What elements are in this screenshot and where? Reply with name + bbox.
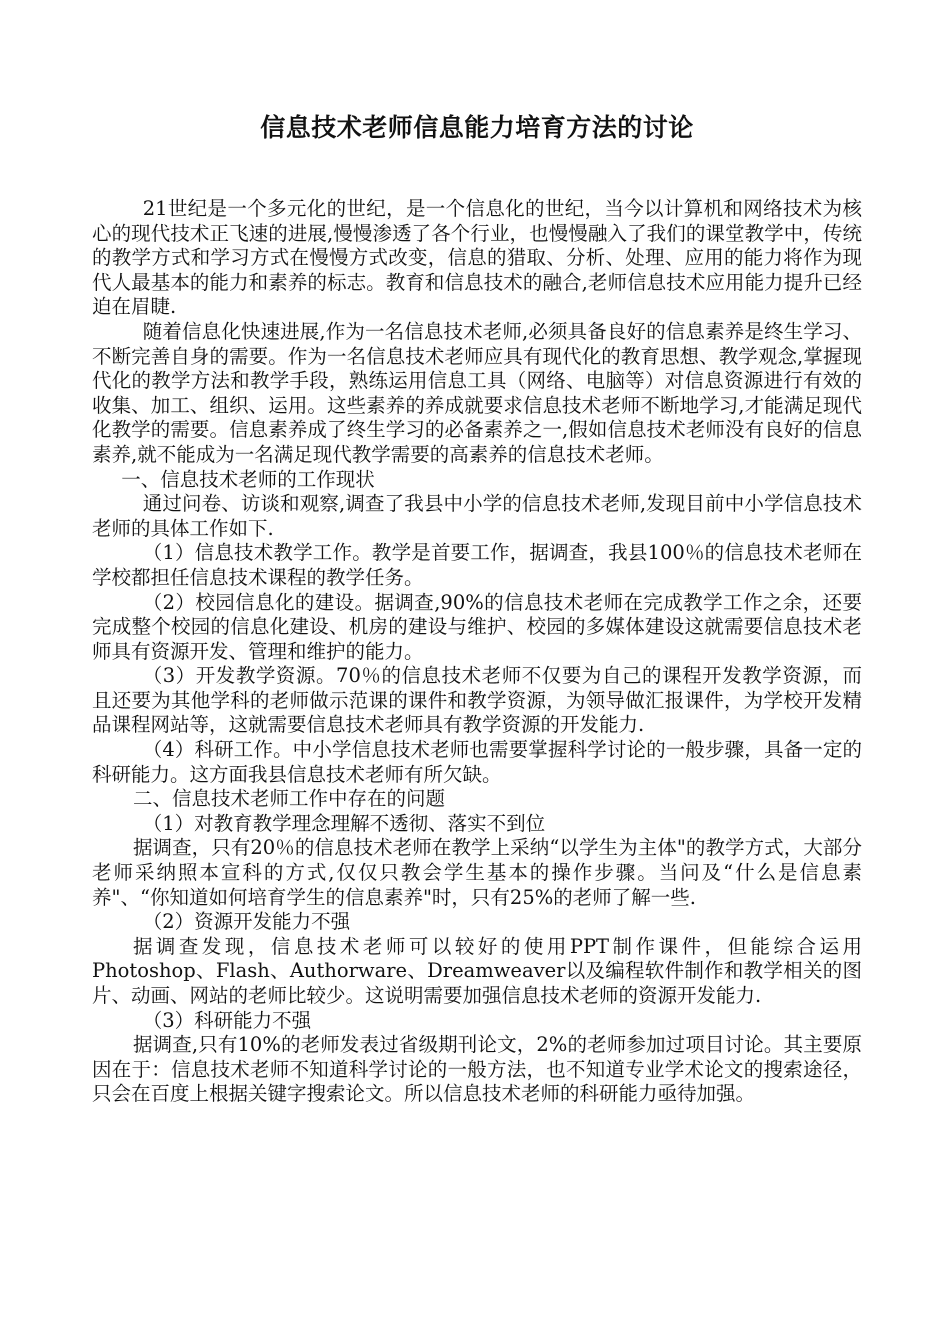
document-title: 信息技术老师信息能力培育方法的讨论 [260,113,694,142]
paragraph-problem-1: 据调查，只有20％的信息技术老师在教学上采纳“以学生为主体"的教学方式，大部分老师采纳照本宣科的方式,仅仅只教会学生基本的操作步骤。当问及“什么是信息素养"、“你知道如何培育学生的信息素养"时，只有25%的老师了解一些. [92,836,862,909]
paragraph-survey: 通过问卷、访谈和观察,调查了我县中小学的信息技术老师,发现目前中小学信息技术老师的具体工作如下. [92,492,862,540]
paragraph-item-2: （2）校园信息化的建设。据调查,90%的信息技术老师在完成教学工作之余，还要完成整个校园的信息化建设、机房的建设与维护、校园的多媒体建设这就需要信息技术老师具有资源开发、管理和维护的能力。 [92,590,862,663]
document-body [92,197,862,1107]
paragraph-problem-2: 据调查发现，信息技术老师可以较好的使用PPT制作课件，但能综合运用Photoshop、Flash、Authorware、Dreamweaver以及编程软件制作和教学相关的图片、动画、网站的老师比较少。这说明需要加强信息技术老师的资源开发能力. [92,934,862,1007]
paragraph-info-literacy: 随着信息化快速进展,作为一名信息技术老师,必须具备良好的信息素养是终生学习、不断完善自身的需要。作为一名信息技术老师应具有现代化的教育思想、教学观念,掌握现代化的教学方法和教学手段，熟练运用信息工具（网络、电脑等）对信息资源进行有效的收集、加工、组织、运用。这些素养的养成就要求信息技术老师不断地学习,才能满足现代化教学的需要。信息素养成了终生学习的必备素养之一,假如信息技术老师没有良好的信息素养,就不能成为一名满足现代教学需要的高素养的信息技术老师。 [92,319,862,466]
section-heading-2: 二、信息技术老师工作中存在的问题 [132,787,445,811]
paragraph-item-1: （1）信息技术教学工作。教学是首要工作，据调查，我县100％的信息技术老师在学校都担任信息技术课程的教学任务。 [92,541,862,589]
subheading-problem-3: （3）科研能力不强 [142,1008,312,1032]
paragraph-item-4: （4）科研工作。中小学信息技术老师也需要掌握科学讨论的一般步骤，具备一定的科研能力。这方面我县信息技术老师有所欠缺。 [92,738,862,786]
subheading-problem-1: （1）对教育教学理念理解不透彻、落实不到位 [142,811,546,835]
section-heading-1: 一、信息技术老师的工作现状 [121,467,375,491]
subheading-problem-2: （2）资源开发能力不强 [142,910,351,934]
paragraph-problem-3: 据调查,只有10%的老师发表过省级期刊论文，2%的老师参加过项目讨论。其主要原因在于：信息技术老师不知道科学讨论的一般方法，也不知道专业学术论文的搜索途径，只会在百度上根据关键字搜索论文。所以信息技术老师的科研能力亟待加强。 [92,1033,862,1106]
paragraph-intro: 21世纪是一个多元化的世纪，是一个信息化的世纪，当今以计算机和网络技术为核心的现代技术正飞速的进展,慢慢渗透了各个行业，也慢慢融入了我们的课堂教学中，传统的教学方式和学习方式在慢慢方式改变，信息的猎取、分析、处理、应用的能力将作为现代人最基本的能力和素养的标志。教育和信息技术的融合,老师信息技术应用能力提升已经迫在眉睫. [92,197,862,319]
paragraph-item-3: （3）开发教学资源。70％的信息技术老师不仅要为自己的课程开发教学资源，而且还要为其他学科的老师做示范课的课件和教学资源，为领导做汇报课件，为学校开发精品课程网站等，这就需要信息技术老师具有教学资源的开发能力. [92,664,862,737]
